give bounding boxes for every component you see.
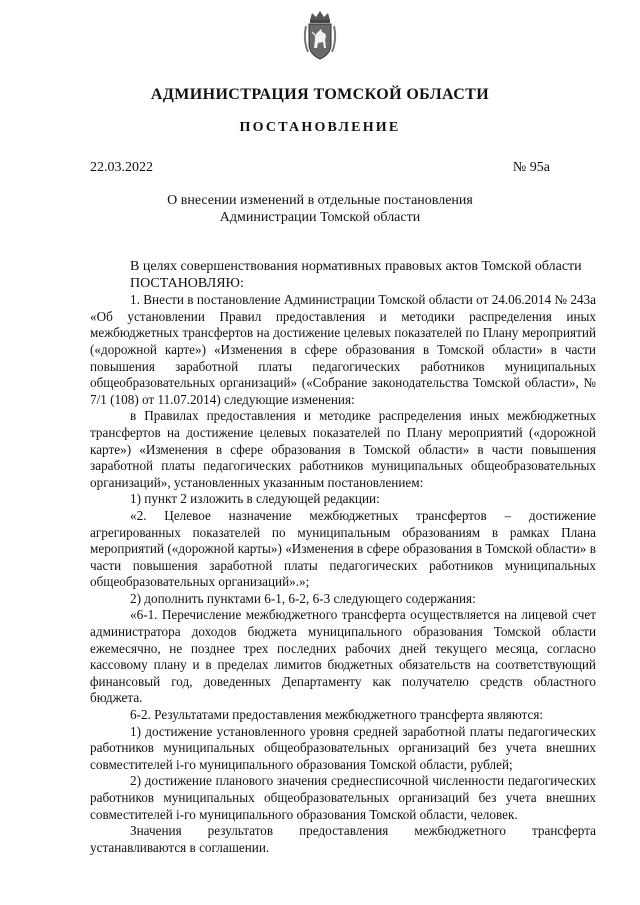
document-number: № 95а — [512, 160, 550, 175]
paragraph-clause-6-2: 6-2. Результатами предоставления межбюджетного трансферта являются: — [130, 707, 544, 723]
document-date: 22.03.2022 — [90, 160, 153, 175]
organization-title: АДМИНИСТРАЦИЯ ТОМСКОЙ ОБЛАСТИ — [150, 86, 490, 103]
paragraph-preamble: В целях совершенствования нормативных правовых актов Томской области — [130, 259, 582, 274]
paragraph-subitem-1: 1) пункт 2 изложить в следующей редакции: — [130, 491, 380, 507]
document-subject — [0, 192, 640, 226]
paragraph-result-2: 2) достижение планового значения среднесписочной численности педагогических работников муниципальных общеобразовательных организаций без учета внешних совместителей i-го муниципального образования Томской области, человек. — [90, 773, 596, 822]
paragraph-values: Значения результатов предоставления межбюджетного трансферта устанавливаются в соглашении. — [90, 823, 596, 855]
document-type-title: ПОСТАНОВЛЕНИЕ — [239, 120, 401, 135]
paragraph-subitem-2: 2) дополнить пунктами 6-1, 6-2, 6-3 следующего содержания: — [130, 590, 476, 606]
paragraph-clause-2: «2. Целевое назначение межбюджетных трансфертов – достижение агрегированных показателей по муниципальным образованиям в рамках Плана мероприятий («дорожной карты») «Изменения в сфере образования в Томской области» в части повышения заработной платы педагогических работников муниципальных общеобразовательных организаций».»; — [90, 507, 596, 590]
subject-line-2: Администрации Томской области — [219, 210, 421, 225]
paragraph-result-1: 1) достижение установленного уровня средней заработной платы педагогических работников муниципальных общеобразовательных организаций без учета внешних совместителей i-го муниципального образования Томской области, рублей; — [90, 723, 596, 772]
paragraph-rules-changes: в Правилах предоставления и методике распределения иных межбюджетных трансфертов на достижение целевых показателей по Плану мероприятий («дорожной карте») «Изменения в сфере образования в Томской области» в части повышения заработной платы педагогических работников муниципальных общеобразовательных организаций», установленных указанным постановлением: — [90, 408, 596, 490]
paragraph-item-1: 1. Внести в постановление Администрации Томской области от 24.06.2014 № 243а «Об установлении Правил предоставления и методики распределения иных межбюджетных трансфертов на достижение целевых показателей по Плану мероприятий («дорожной карте») «Изменения в сфере образования в Томской области» в части повышения заработной платы педагогических работников муниципальных общеобразовательных организаций» («Собрание законодательства Томской области», № 7/1 (108) от 11.07.2014) следующие изменения: — [90, 292, 596, 407]
paragraph-clause-6-1: «6-1. Перечисление межбюджетного трансферта осуществляется на лицевой счет администратора доходов бюджета муниципального образования Томской области ежемесячно, не позднее трех последних рабочих дней текущего месяца, согласно кассовому плану и в пределах лимитов бюджетных обязательств на соответствующий финансовый год, доведенных Департаменту как получателю средств областного бюджета. — [90, 607, 596, 706]
coat-of-arms-icon — [302, 10, 338, 62]
document-body — [90, 259, 596, 856]
subject-line-1: О внесении изменений в отдельные постановления — [167, 193, 473, 208]
paragraph-resolve: ПОСТАНОВЛЯЮ: — [130, 275, 244, 291]
